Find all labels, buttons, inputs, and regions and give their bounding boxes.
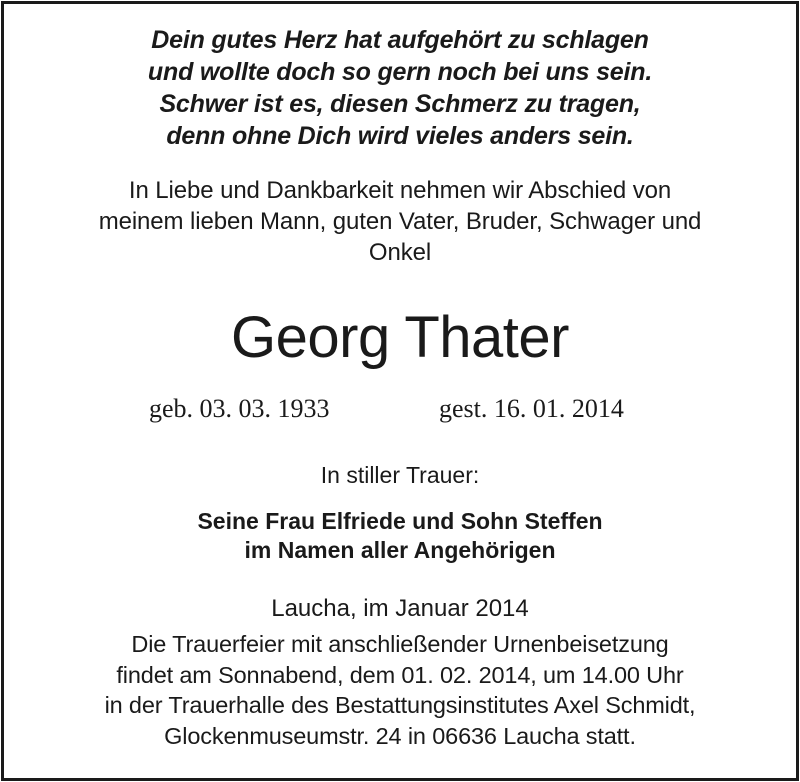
intro-line: In Liebe und Dankbarkeit nehmen wir Abschied von [128, 177, 672, 204]
verse-line: denn ohne Dich wird vieles anders sein. [166, 122, 634, 150]
life-dates [4, 392, 796, 426]
intro-line: Onkel [368, 239, 432, 266]
obituary-content [4, 4, 796, 778]
memorial-verse [4, 24, 796, 152]
obituary-frame [1, 1, 799, 781]
ceremony-line: in der Trauerhalle des Bestattungsinstitutes Axel Schmidt, [104, 692, 696, 718]
mourners-list [4, 507, 796, 565]
ceremony-line: findet am Sonnabend, dem 01. 02. 2014, um 14.00 Uhr [116, 661, 684, 688]
place-and-date: Laucha, im Januar 2014 [271, 595, 529, 622]
death-date: gest. 16. 01. 2014 [439, 394, 624, 423]
mourner-line: im Namen aller Angehörigen [244, 537, 556, 563]
birth-date: geb. 03. 03. 1933 [149, 394, 330, 423]
ceremony-line: Die Trauerfeier mit anschließender Urnenbeisetzung [131, 631, 669, 657]
deceased-name: Georg Thater [231, 305, 569, 370]
verse-line: Dein gutes Herz hat aufgehört zu schlagen [151, 26, 649, 54]
mourner-line: Seine Frau Elfriede und Sohn Steffen [197, 508, 603, 534]
farewell-intro [4, 175, 796, 268]
verse-line: Schwer ist es, diesen Schmerz zu tragen, [159, 90, 641, 118]
ceremony-notice [4, 629, 796, 751]
ceremony-line: Glockenmuseumstr. 24 in 06636 Laucha statt. [164, 722, 636, 749]
mourning-label: In stiller Trauer: [320, 462, 480, 488]
intro-line: meinem lieben Mann, guten Vater, Bruder, Schwager und [98, 208, 702, 235]
verse-line: und wollte doch so gern noch bei uns sein. [147, 58, 653, 86]
